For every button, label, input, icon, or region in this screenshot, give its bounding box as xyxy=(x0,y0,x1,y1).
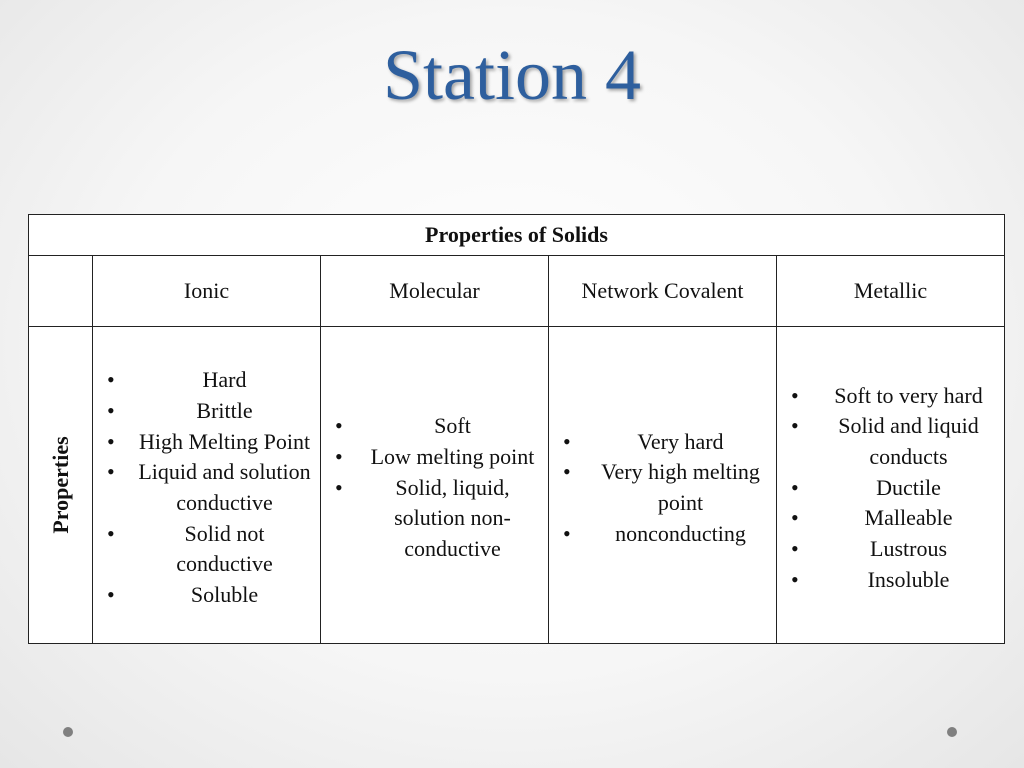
molecular-properties-list xyxy=(321,405,548,565)
table-caption: Properties of Solids xyxy=(29,215,1005,256)
metallic-properties-list xyxy=(777,375,1004,596)
properties-row xyxy=(29,327,1005,644)
property-item: • Very hard xyxy=(563,427,770,458)
property-item: • Solid not conductive xyxy=(107,519,314,580)
property-item: • nonconducting xyxy=(563,519,770,550)
slide-title: Station 4 xyxy=(382,35,641,115)
metallic-properties-cell xyxy=(777,327,1005,644)
column-header-network-covalent xyxy=(549,256,777,327)
left-nav-dot-icon xyxy=(63,727,73,737)
property-item: • Soft to very hard xyxy=(791,381,998,412)
properties-table xyxy=(28,214,1005,644)
property-item: • Solid, liquid, solution non-conductive xyxy=(335,473,542,565)
property-item: • Hard xyxy=(107,365,314,396)
property-item: • Soft xyxy=(335,411,542,442)
property-item: • Soluble xyxy=(107,580,314,611)
property-item: • Malleable xyxy=(791,503,998,534)
network-covalent-properties-list xyxy=(549,421,776,550)
row-label-cell xyxy=(29,327,93,644)
column-header-metallic: Metallic xyxy=(777,256,1005,327)
property-item: • Insoluble xyxy=(791,565,998,596)
ionic-properties-list xyxy=(93,359,320,611)
caption-row xyxy=(29,215,1005,256)
right-nav-dot-icon xyxy=(947,727,957,737)
column-header-ionic: Ionic xyxy=(93,256,321,327)
network-covalent-properties-cell xyxy=(549,327,777,644)
ionic-properties-cell xyxy=(93,327,321,644)
corner-cell xyxy=(29,256,93,327)
column-header-molecular: Molecular xyxy=(321,256,549,327)
property-item: • Brittle xyxy=(107,396,314,427)
molecular-properties-cell xyxy=(321,327,549,644)
property-item: • High Melting Point xyxy=(107,427,314,458)
property-item: • Liquid and solution conductive xyxy=(107,457,314,518)
property-item: • Lustrous xyxy=(791,534,998,565)
row-label: Properties xyxy=(47,436,73,534)
property-item: • Very high melting point xyxy=(563,457,770,518)
property-item: • Solid and liquid conducts xyxy=(791,411,998,472)
column-header-network-covalent-label: Network Covalent xyxy=(581,278,744,303)
header-row xyxy=(29,256,1005,327)
property-item: • Low melting point xyxy=(335,442,542,473)
property-item: • Ductile xyxy=(791,473,998,504)
